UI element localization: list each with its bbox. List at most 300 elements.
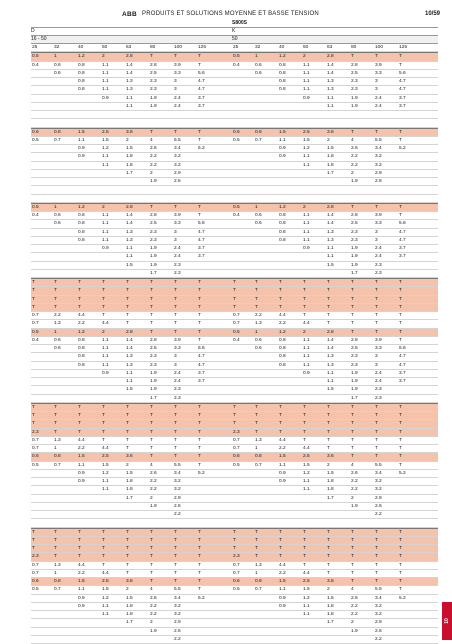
table-cell: T: [399, 304, 402, 310]
table-cell: T: [375, 329, 378, 335]
table-cell: T: [351, 579, 354, 584]
table-cell: T: [78, 288, 81, 294]
table-cell: 3.7: [198, 370, 205, 376]
table-cell: T: [78, 304, 81, 310]
table-cell: T: [126, 421, 129, 427]
table-cell: T: [150, 204, 153, 210]
table-cell: 0.8: [54, 579, 61, 584]
table-cell: T: [375, 204, 378, 210]
table-cell: T: [126, 529, 129, 535]
table-cell: 0.6: [255, 62, 262, 68]
table-cell: 1.1: [102, 237, 109, 243]
table-row: [31, 329, 237, 337]
table-cell: T: [78, 537, 81, 543]
table-cell: T: [375, 129, 378, 135]
table-cell: 2.3: [174, 387, 181, 393]
table-cell: 1.3: [327, 87, 334, 93]
table-cell: 2: [126, 137, 129, 143]
column-header: 50: [102, 45, 108, 50]
table-cell: 0.6: [54, 70, 61, 76]
table-cell: 0.5: [32, 137, 39, 143]
table-cell: 2.4: [375, 103, 382, 109]
table-cell: 3.2: [375, 479, 382, 484]
table-cell: 1.1: [327, 103, 334, 109]
table-row: [31, 119, 237, 127]
table-cell: T: [351, 304, 354, 310]
table-cell: T: [327, 288, 330, 294]
table-cell: T: [150, 446, 153, 451]
table-cell: 4.7: [198, 87, 205, 93]
table-cell: T: [198, 304, 201, 310]
table-row: [31, 320, 237, 328]
table-row: [31, 619, 237, 627]
table-cell: 2: [351, 620, 354, 626]
table-cell: T: [126, 446, 129, 451]
table-row: [31, 170, 237, 178]
table-cell: T: [279, 280, 282, 285]
table-cell: 0.9: [78, 154, 85, 160]
table-cell: 0.8: [279, 79, 286, 84]
table-cell: T: [126, 404, 129, 410]
table-cell: 3.4: [174, 470, 181, 476]
table-row: [232, 262, 438, 270]
table-row: [31, 370, 237, 378]
table-cell: 0.8: [279, 62, 286, 68]
table-row: [31, 486, 237, 494]
table-cell: T: [399, 529, 402, 535]
table-cell: 1.1: [102, 70, 109, 76]
table-cell: 3.7: [399, 254, 406, 260]
table-cell: 0.8: [78, 337, 85, 343]
table-cell: 1.4: [126, 213, 133, 218]
table-row: [31, 287, 237, 295]
table-cell: T: [54, 304, 57, 310]
table-cell: 2.4: [174, 370, 181, 376]
table-cell: 0.7: [54, 137, 61, 143]
table-cell: 1.2: [279, 204, 286, 210]
table-cell: T: [126, 546, 129, 551]
table-cell: 0.8: [279, 354, 286, 360]
table-cell: 2.3: [150, 79, 157, 84]
table-cell: 1.1: [303, 354, 310, 360]
table-cell: 3.7: [399, 246, 406, 251]
table-cell: 2.3: [150, 237, 157, 243]
table-cell: 2.9: [174, 170, 181, 176]
table-cell: 0.8: [78, 362, 85, 368]
table-cell: 4: [150, 137, 153, 143]
table-cell: 4.4: [102, 446, 109, 451]
table-cell: T: [399, 296, 402, 302]
table-cell: 3: [174, 87, 177, 93]
table-cell: T: [174, 204, 177, 210]
table-cell: 1.1: [303, 221, 310, 227]
table-cell: T: [32, 537, 35, 543]
table-cell: 0.7: [233, 562, 240, 568]
table-cell: T: [174, 529, 177, 535]
table-cell: 1.1: [126, 379, 133, 384]
table-cell: T: [351, 554, 354, 560]
table-cell: T: [255, 304, 258, 310]
table-row: [31, 52, 237, 61]
table-cell: T: [255, 546, 258, 551]
table-cell: T: [78, 529, 81, 535]
table-cell: 2.5: [303, 579, 310, 584]
table-cell: 0.8: [78, 229, 85, 235]
table-cell: 2.5: [150, 221, 157, 227]
table-cell: 0.4: [233, 213, 240, 218]
table-cell: 0.7: [32, 446, 39, 451]
table-cell: 1: [54, 446, 57, 451]
table-cell: T: [327, 529, 330, 535]
table-cell: T: [174, 321, 177, 327]
table-cell: 2.6: [375, 503, 382, 509]
table-cell: T: [174, 280, 177, 285]
table-cell: 4.4: [303, 570, 310, 576]
table-cell: 2.3: [233, 429, 240, 435]
table-cell: T: [150, 54, 153, 60]
table-cell: 3.7: [198, 246, 205, 251]
table-row: [232, 337, 438, 345]
table-row: [31, 562, 237, 570]
table-cell: T: [150, 329, 153, 335]
table-cell: 1.1: [102, 479, 109, 484]
table-cell: 0.7: [233, 321, 240, 327]
table-cell: 0.4: [233, 337, 240, 343]
table-cell: 1.2: [102, 470, 109, 476]
table-cell: 1.4: [126, 62, 133, 68]
table-cell: T: [375, 562, 378, 568]
table-cell: 1: [255, 446, 258, 451]
table-cell: T: [233, 537, 236, 543]
table-cell: 2.8: [327, 54, 334, 60]
table-cell: T: [327, 562, 330, 568]
table-cell: 5.2: [399, 595, 406, 601]
table-row: [232, 412, 438, 420]
table-cell: T: [327, 437, 330, 443]
table-cell: 0.5: [233, 137, 240, 143]
table-cell: T: [174, 537, 177, 543]
column-header: 63: [126, 45, 132, 50]
table-row: [232, 370, 438, 378]
table-cell: 0.7: [32, 313, 39, 318]
table-cell: T: [198, 579, 201, 584]
table-cell: T: [303, 313, 306, 318]
table-cell: 1.2: [102, 146, 109, 151]
table-cell: 2.8: [126, 204, 133, 210]
table-row: [232, 603, 438, 611]
table-row: [232, 453, 438, 461]
table-cell: 2: [303, 54, 306, 60]
table-cell: T: [351, 54, 354, 60]
column-header: 100: [174, 45, 183, 50]
table-cell: 3: [375, 354, 378, 360]
table-cell: 1.1: [303, 237, 310, 243]
table-row: [232, 478, 438, 486]
table-cell: T: [351, 288, 354, 294]
table-cell: T: [303, 421, 306, 427]
table-row: [232, 619, 438, 627]
table-cell: 0.8: [279, 346, 286, 351]
table-cell: 3.2: [375, 487, 382, 493]
table-cell: 2.2: [78, 321, 85, 327]
table-cell: T: [279, 529, 282, 535]
table-cell: T: [32, 421, 35, 427]
table-cell: 0.4: [32, 337, 39, 343]
table-cell: 2.9: [375, 495, 382, 501]
table-cell: 0.7: [54, 462, 61, 468]
table-cell: 1.9: [351, 179, 358, 184]
table-cell: 1.1: [102, 221, 109, 227]
table-cell: 5.2: [198, 595, 205, 601]
table-row: [232, 237, 438, 245]
table-row: [31, 137, 237, 145]
table-row: [31, 603, 237, 611]
table-cell: T: [351, 421, 354, 427]
table-cell: T: [126, 537, 129, 543]
table-cell: 0.9: [303, 246, 310, 251]
table-cell: 2.3: [351, 354, 358, 360]
table-cell: T: [174, 129, 177, 135]
table-cell: T: [351, 546, 354, 551]
table-cell: 3.6: [327, 454, 334, 460]
table-row: [31, 262, 237, 270]
table-cell: 1.5: [279, 129, 286, 135]
table-cell: T: [399, 537, 402, 543]
table-cell: 2.2: [351, 612, 358, 617]
left-table: [31, 20, 237, 644]
table-cell: 1: [54, 570, 57, 576]
table-cell: T: [174, 54, 177, 60]
table-cell: 2: [327, 137, 330, 143]
table-cell: T: [303, 429, 306, 435]
table-row: [232, 345, 438, 353]
table-cell: T: [102, 421, 105, 427]
table-cell: 1.4: [327, 70, 334, 76]
table-cell: T: [279, 546, 282, 551]
table-cell: T: [279, 421, 282, 427]
table-cell: 3: [375, 229, 378, 235]
table-cell: 2.5: [102, 454, 109, 460]
table-row: [232, 245, 438, 253]
table-cell: T: [150, 321, 153, 327]
table-cell: 2.2: [150, 603, 157, 609]
table-cell: 0.6: [32, 129, 39, 135]
table-cell: 1.1: [303, 337, 310, 343]
table-cell: T: [399, 404, 402, 410]
table-cell: T: [375, 321, 378, 327]
table-cell: T: [351, 429, 354, 435]
table-cell: 3.6: [126, 129, 133, 135]
table-cell: 0.7: [233, 313, 240, 318]
table-cell: 1.1: [303, 229, 310, 235]
table-cell: 2.3: [375, 387, 382, 393]
table-cell: 1.5: [78, 579, 85, 584]
table-cell: 4: [351, 587, 354, 593]
table-cell: 1.2: [78, 54, 85, 60]
table-cell: 2.4: [375, 246, 382, 251]
table-cell: 4.4: [102, 570, 109, 576]
table-head-range: 16 - 50: [31, 36, 237, 44]
table-cell: 0.7: [233, 570, 240, 576]
table-cell: 2.8: [150, 337, 157, 343]
table-cell: 2.2: [279, 321, 286, 327]
table-row: [31, 478, 237, 486]
table-cell: 5.5: [375, 587, 382, 593]
table-cell: 3.6: [126, 579, 133, 584]
table-cell: T: [174, 304, 177, 310]
table-cell: 5.6: [399, 346, 406, 351]
table-cell: 1.8: [126, 487, 133, 493]
table-cell: 1.8: [327, 479, 334, 484]
table-cell: 3.7: [399, 95, 406, 101]
table-cell: T: [102, 288, 105, 294]
table-cell: T: [255, 537, 258, 543]
table-cell: 1.8: [126, 612, 133, 617]
table-cell: T: [150, 421, 153, 427]
table-cell: 1.7: [150, 395, 157, 401]
table-cell: 1.5: [327, 146, 334, 151]
table-cell: 2: [327, 462, 330, 468]
table-cell: 2.4: [375, 370, 382, 376]
table-cell: T: [375, 579, 378, 584]
table-row: [31, 304, 237, 312]
table-cell: T: [233, 529, 236, 535]
table-cell: T: [279, 537, 282, 543]
table-cell: T: [327, 554, 330, 560]
table-cell: 2.3: [174, 395, 181, 401]
table-cell: 0.5: [233, 462, 240, 468]
table-cell: 0.8: [78, 354, 85, 360]
table-cell: 4.7: [399, 354, 406, 360]
table-row: [31, 95, 237, 103]
table-cell: 2.8: [327, 204, 334, 210]
table-row: [232, 511, 438, 519]
table-cell: T: [399, 546, 402, 551]
table-cell: 3.2: [174, 612, 181, 617]
table-cell: T: [375, 537, 378, 543]
table-cell: 1.5: [126, 387, 133, 393]
table-cell: T: [399, 421, 402, 427]
table-cell: 1.5: [303, 462, 310, 468]
table-cell: T: [198, 54, 201, 60]
table-cell: 4.7: [399, 79, 406, 84]
table-cell: 2.3: [32, 554, 39, 560]
table-cell: 3.3: [174, 346, 181, 351]
table-cell: 1.9: [150, 254, 157, 260]
table-cell: T: [174, 554, 177, 560]
table-row: [232, 270, 438, 278]
table-cell: T: [150, 579, 153, 584]
table-cell: T: [126, 288, 129, 294]
table-cell: T: [174, 296, 177, 302]
table-cell: 2.5: [150, 346, 157, 351]
table-cell: 0.7: [32, 321, 39, 327]
table-row: [31, 111, 237, 119]
table-cell: 1.7: [351, 395, 358, 401]
table-cell: T: [327, 537, 330, 543]
table-cell: 0.8: [78, 79, 85, 84]
table-cell: T: [351, 404, 354, 410]
table-cell: 2.3: [375, 270, 382, 276]
table-cell: T: [126, 570, 129, 576]
table-cell: 0.5: [233, 587, 240, 593]
table-cell: 1.3: [54, 437, 61, 443]
table-cell: 2: [150, 620, 153, 626]
table-cell: 2.9: [375, 170, 382, 176]
table-cell: T: [102, 562, 105, 568]
table-cell: 2.6: [351, 470, 358, 476]
table-cell: T: [198, 204, 201, 210]
table-cell: 0.9: [303, 370, 310, 376]
table-cell: T: [327, 421, 330, 427]
table-cell: 2.5: [303, 454, 310, 460]
table-head-top: [31, 20, 237, 28]
table-cell: 0.6: [255, 221, 262, 227]
table-cell: 2.3: [351, 362, 358, 368]
table-cell: 1.9: [150, 503, 157, 509]
table-cell: 1: [255, 54, 258, 60]
table-row: [31, 595, 237, 603]
table-cell: 2.6: [150, 595, 157, 601]
table-row: [232, 578, 438, 586]
table-cell: 1.5: [327, 262, 334, 268]
table-cell: 5.5: [174, 462, 181, 468]
table-cell: T: [174, 437, 177, 443]
table-row: [232, 429, 438, 437]
table-cell: 4.4: [279, 437, 286, 443]
table-cell: 0.8: [78, 221, 85, 227]
table-cell: 1.1: [327, 95, 334, 101]
table-cell: 5.6: [399, 221, 406, 227]
table-row: [232, 628, 438, 636]
column-header: 63: [327, 45, 333, 50]
table-cell: 2.4: [174, 246, 181, 251]
table-cell: 1.1: [102, 362, 109, 368]
column-header: 80: [351, 45, 357, 50]
table-row: [232, 462, 438, 470]
table-row: [232, 420, 438, 428]
table-cell: 2: [102, 54, 105, 60]
table-cell: 1.9: [351, 387, 358, 393]
table-cell: T: [303, 554, 306, 560]
table-cell: T: [303, 304, 306, 310]
table-cell: 2.8: [327, 329, 334, 335]
table-cell: T: [78, 554, 81, 560]
table-cell: 3.2: [375, 154, 382, 160]
table-cell: 1.2: [279, 329, 286, 335]
table-cell: 2.2: [174, 512, 181, 517]
table-cell: 2.2: [150, 487, 157, 493]
table-cell: 2: [102, 204, 105, 210]
table-cell: 2.2: [351, 154, 358, 160]
column-header: 125: [399, 45, 408, 50]
table-row: [232, 287, 438, 295]
table-cell: 3: [174, 79, 177, 84]
table-cell: T: [198, 329, 201, 335]
table-cell: 1.8: [327, 487, 334, 493]
table-cell: T: [233, 421, 236, 427]
table-cell: 1.4: [327, 346, 334, 351]
table-cell: T: [54, 529, 57, 535]
table-cell: T: [303, 288, 306, 294]
table-cell: T: [233, 404, 236, 410]
table-cell: 2.2: [174, 636, 181, 642]
table-cell: 4.4: [78, 437, 85, 443]
table-cell: T: [198, 546, 201, 551]
table-cell: 5.2: [399, 470, 406, 476]
table-cell: T: [126, 554, 129, 560]
table-cell: 2.4: [174, 254, 181, 260]
